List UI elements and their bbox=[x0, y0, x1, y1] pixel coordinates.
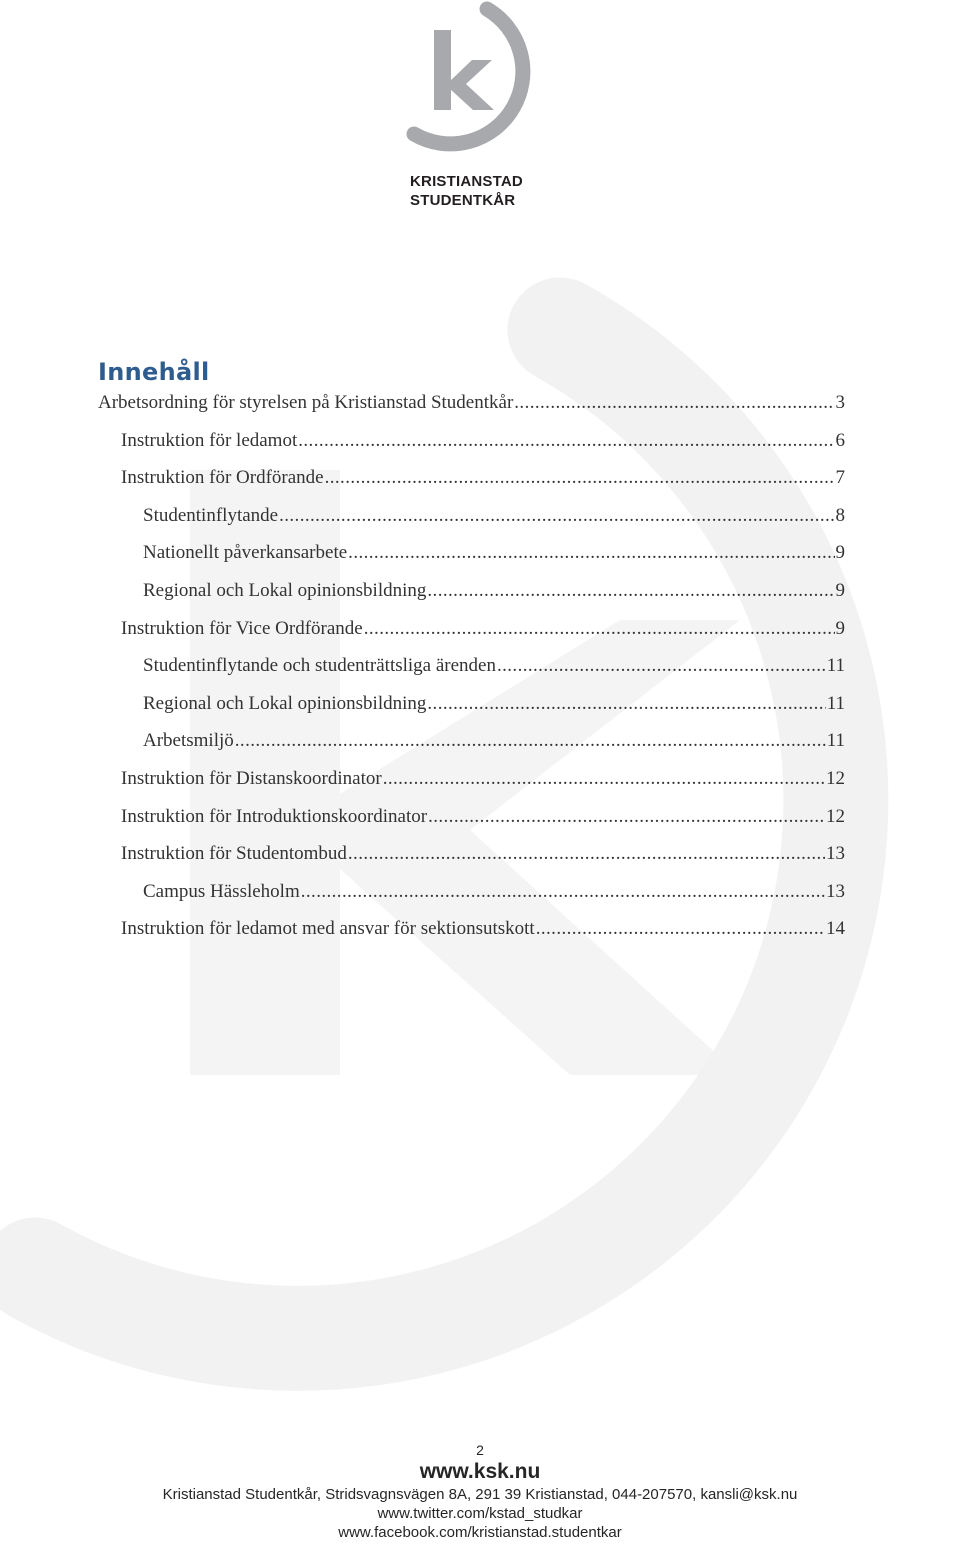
toc-entry[interactable] bbox=[143, 655, 845, 685]
toc-entry-page: 13 bbox=[826, 881, 845, 902]
toc-entry-page: 14 bbox=[826, 918, 845, 939]
toc-entry-page: 11 bbox=[826, 730, 845, 751]
toc-entry-page: 7 bbox=[835, 467, 845, 488]
toc-entry[interactable] bbox=[98, 392, 845, 422]
toc-entry[interactable] bbox=[121, 918, 845, 948]
contact-address: Kristianstad Studentkår, Stridsvagnsvägen 8A, 291 39 Kristianstad, 044-207570, kansli@ksk.nu bbox=[162, 1486, 798, 1503]
toc-dot-leader bbox=[298, 430, 834, 452]
toc-entry[interactable] bbox=[143, 730, 845, 760]
toc-entry-page: 11 bbox=[826, 693, 845, 714]
toc-dot-leader bbox=[514, 392, 834, 414]
organization-logo bbox=[400, 0, 560, 215]
toc-entry-page: 6 bbox=[835, 430, 845, 451]
toc-entry-title: Campus Hässleholm bbox=[143, 881, 300, 902]
toc-entry[interactable] bbox=[121, 618, 845, 648]
toc-entry-page: 3 bbox=[835, 392, 845, 413]
toc-dot-leader bbox=[364, 618, 835, 640]
facebook-link[interactable]: www.facebook.com/kristianstad.studentkar bbox=[338, 1524, 622, 1541]
toc-entry[interactable] bbox=[143, 693, 845, 723]
toc-dot-leader bbox=[383, 768, 825, 790]
toc-heading: Innehåll bbox=[98, 358, 210, 386]
toc-entry-page: 8 bbox=[835, 505, 845, 526]
toc-entry-page: 11 bbox=[826, 655, 845, 676]
toc-dot-leader bbox=[536, 918, 825, 940]
toc-entry-page: 9 bbox=[835, 542, 845, 563]
toc-dot-leader bbox=[497, 655, 826, 677]
toc-entry-title: Instruktion för Distanskoordinator bbox=[121, 768, 382, 789]
toc-entry[interactable] bbox=[121, 843, 845, 873]
toc-entry[interactable] bbox=[143, 580, 845, 610]
toc-entry-title: Arbetsmiljö bbox=[143, 730, 234, 751]
toc-entry[interactable] bbox=[121, 768, 845, 798]
toc-entry-title: Regional och Lokal opinionsbildning bbox=[143, 580, 427, 601]
toc-entry-page: 9 bbox=[835, 580, 845, 601]
toc-entry-title: Nationellt påverkansarbete bbox=[143, 542, 348, 563]
website-link[interactable]: www.ksk.nu bbox=[419, 1460, 541, 1483]
toc-entry[interactable] bbox=[121, 467, 845, 497]
toc-dot-leader bbox=[348, 542, 834, 564]
toc-dot-leader bbox=[428, 806, 825, 828]
organization-name-line1: KRISTIANSTAD bbox=[410, 173, 523, 190]
toc-dot-leader bbox=[427, 693, 825, 715]
toc-entry[interactable] bbox=[121, 806, 845, 836]
organization-name-line2: STUDENTKÅR bbox=[410, 192, 516, 209]
toc-entry[interactable] bbox=[121, 430, 845, 460]
toc-dot-leader bbox=[301, 881, 825, 903]
toc-entry-page: 12 bbox=[826, 806, 845, 827]
organization-name bbox=[410, 172, 550, 210]
toc-entry-title: Instruktion för Ordförande bbox=[121, 467, 324, 488]
toc-entry-title: Arbetsordning för styrelsen på Kristianstad Studentkår bbox=[98, 392, 514, 413]
page-footer bbox=[0, 1441, 960, 1542]
toc-entry-page: 9 bbox=[835, 618, 845, 639]
toc-entry-title: Instruktion för ledamot bbox=[121, 430, 298, 451]
toc-dot-leader bbox=[325, 467, 835, 489]
toc-entry[interactable] bbox=[143, 881, 845, 911]
toc-entry[interactable] bbox=[143, 505, 845, 535]
toc-entry-title: Regional och Lokal opinionsbildning bbox=[143, 693, 427, 714]
toc-dot-leader bbox=[235, 730, 826, 752]
toc-entry-title: Instruktion för Vice Ordförande bbox=[121, 618, 363, 639]
toc-entry-title: Instruktion för Introduktionskoordinator bbox=[121, 806, 428, 827]
twitter-link[interactable]: www.twitter.com/kstad_studkar bbox=[377, 1505, 583, 1522]
page-number: 2 bbox=[476, 1442, 484, 1458]
toc-entry-page: 12 bbox=[826, 768, 845, 789]
ksk-logo-icon bbox=[400, 0, 560, 160]
toc-entry-title: Instruktion för ledamot med ansvar för sektionsutskott bbox=[121, 918, 535, 939]
toc-entry-title: Studentinflytande bbox=[143, 505, 279, 526]
toc-dot-leader bbox=[348, 843, 825, 865]
toc-dot-leader bbox=[279, 505, 834, 527]
toc-entry-page: 13 bbox=[826, 843, 845, 864]
toc-entry[interactable] bbox=[143, 542, 845, 572]
toc-dot-leader bbox=[427, 580, 834, 602]
toc-entry-title: Studentinflytande och studenträttsliga ärenden bbox=[143, 655, 496, 676]
toc-entry-title: Instruktion för Studentombud bbox=[121, 843, 347, 864]
